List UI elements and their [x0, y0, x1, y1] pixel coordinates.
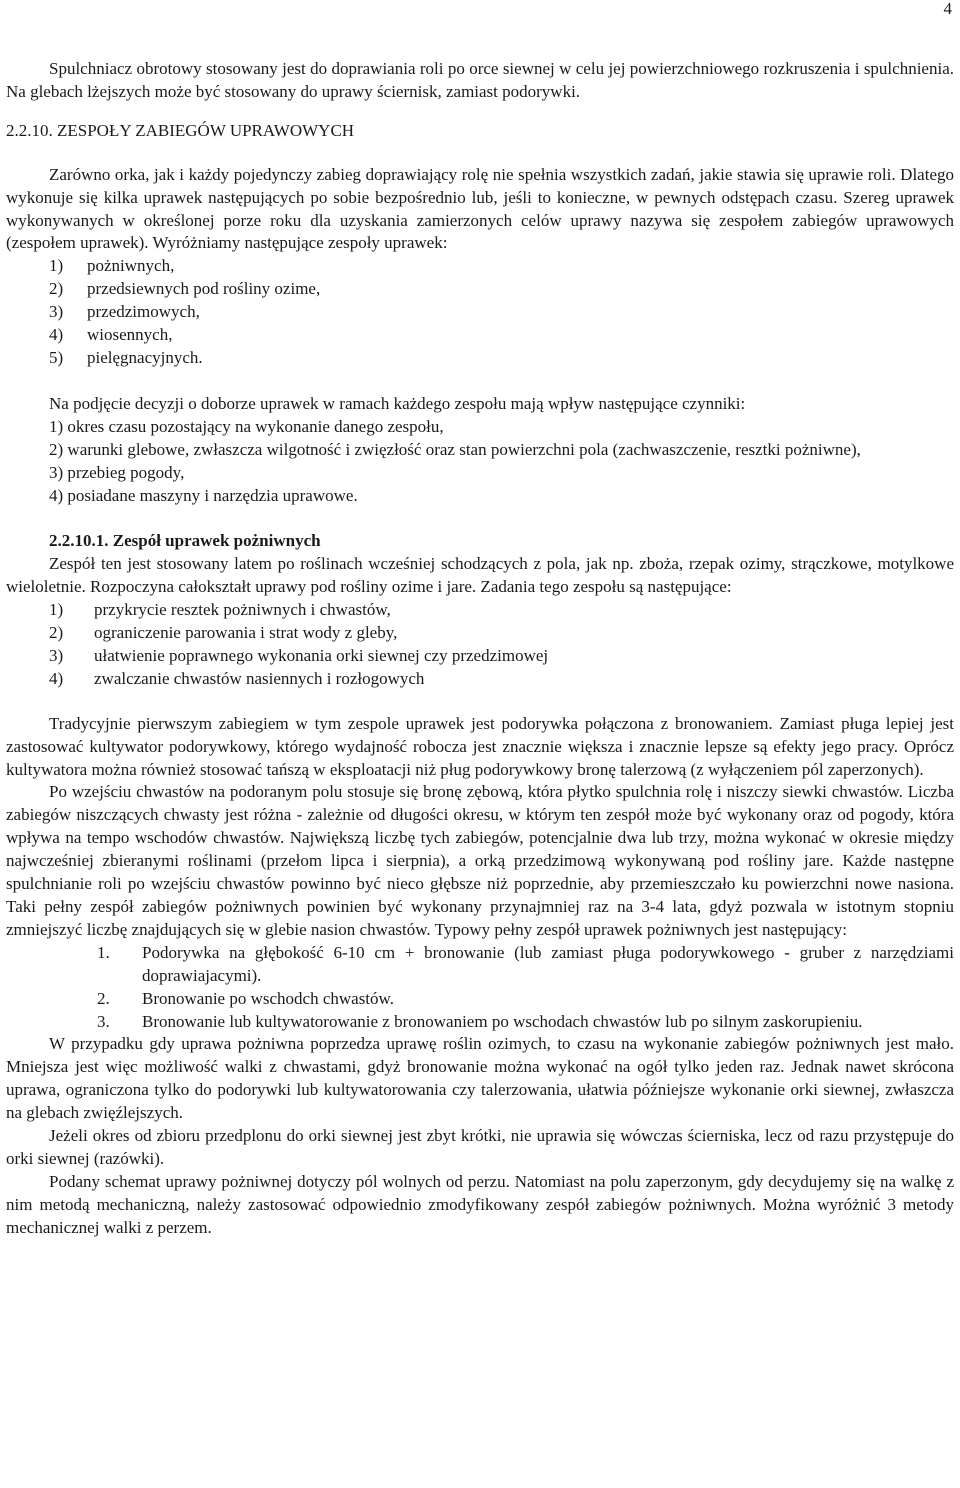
list-item-text: przykrycie resztek pożniwnych i chwastów, [94, 600, 391, 620]
list-item-number: 4) [49, 668, 64, 688]
factor-item: 1) okres czasu pozostający na wykonanie danego zespołu, [49, 416, 444, 436]
list-item-text: Podorywka na głębokość 6-10 cm + bronowanie (lub zamiast pługa podorywkowego - gruber z narzędziami doprawiajacymi). [142, 942, 954, 985]
list-item-number: 2) [49, 279, 64, 299]
list-item-text: Bronowanie po wschodch chwastów. [142, 988, 394, 1008]
intro-paragraph: Spulchniacz obrotowy stosowany jest do doprawiania roli po orce siewnej w celu jej powierzchniowego rozkruszenia i spulchnienia. Na glebach lżejszych może być stosowany do uprawy ściernisk, zamiast podorywki. [6, 59, 954, 101]
list-item [6, 1011, 954, 1034]
factor-item: 2) warunki glebowe, zwłaszcza wilgotność i zwięzłość oraz stan powierzchni pola (zachwaszczenie, resztki pożniwne), [49, 439, 861, 459]
subsection-paragraph-1: Zespół ten jest stosowany latem po roślinach wcześniej schodzących z pola, jak np. zboża, rzepak ozimy, strączkowe, motylkowe wieloletnie. Rozpoczyna całokształt uprawy pod rośliny ozime i jare. Zadania tego zespołu są następujące: [6, 554, 954, 597]
list-item-text: ułatwienie poprawnego wykonania orki siewnej czy przedzimowej [94, 645, 549, 665]
list-item [6, 347, 954, 370]
tillage-sets-list [6, 255, 954, 370]
list-item-text: ograniczenie parowania i strat wody z gleby, [94, 623, 398, 643]
tasks-list [6, 599, 954, 691]
list-item-number: 2. [97, 988, 110, 1008]
subsection-heading: 2.2.10.1. Zespół uprawek pożniwnych [49, 531, 321, 551]
subsection-paragraph-5: Jeżeli okres od zbioru przedplonu do orki siewnej jest zbyt krótki, nie uprawia się wówczas ścierniska, lecz od razu przystępuje do orki siewnej (razówki). [6, 1126, 954, 1168]
section-heading: 2.2.10. ZESPOŁY ZABIEGÓW UPRAWOWYCH [6, 120, 355, 140]
subsection-paragraph-3: Po wzejściu chwastów na podoranym polu stosuje się bronę zębową, która płytko spulchnia rolę i niszczy siewki chwastów. Liczba zabiegów niszczących chwasty jest różna - zależnie od długości okresu, w którym ten zespół może być wykonany oraz od pogody, która wpływa na tempo wschodów chwastów. Największą liczbę tych zabiegów, potencjalnie dwa lub trzy, można wykonać w okresie między najwcześniej zbieranymi roślinami (przełom lipca i sierpnia), a orką przedzimową wykonywaną pod rośliny jare. Każde następne spulchnianie roli po wzejściu chwastów powinno być nieco głębsze niż poprzednie, aby przemieszczało ku powierzchni nowe nasiona. Taki pełny zespół zabiegów pożniwnych powinien być wykonany przynajmniej raz na 3-4 lata, gdyż pozwala w istotnym stopniu zmniejszyć liczbę znajdujących się w glebie nasion chwastów. Typowy pełny zespół uprawek pożniwnych jest następujący: [6, 782, 954, 939]
list-item [6, 278, 954, 301]
subsection-paragraph-4: W przypadku gdy uprawa pożniwna poprzedza uprawę roślin ozimych, to czasu na wykonanie zabiegów pożniwnych jest mało. Mniejsza jest więc możliwość walki z chwastami, gdyż bronowanie można wykonać na ogół tylko jeden raz. Jednak nawet skrócona uprawa, ograniczona tylko do podorywki lub kultywatorowania czy talerzowania, ułatwia późniejsze wykonanie orki siewnej, zwłaszcza na glebach zwięźlejszych. [6, 1034, 954, 1123]
list-item-text: zwalczanie chwastów nasiennych i rozłogowych [94, 668, 425, 688]
list-item-text: Bronowanie lub kultywatorowanie z bronowaniem po wschodach chwastów lub po silnym zaskorupieniu. [142, 1011, 863, 1031]
section-paragraph-1: Zarówno orka, jak i każdy pojedynczy zabieg doprawiający rolę nie spełnia wszystkich zadań, jakie stawia się uprawie roli. Dlatego wykonuje się kilka uprawek następujących po sobie bezpośrednio lub, jeśli to konieczne, w pewnych odstępach czasu. Szereg uprawek wykonywanych w określonej porze roku dla uzyskania zamierzonych celów uprawy nazywa się zespołem zabiegów uprawowych (zespołem uprawek). Wyróżniamy następujące zespoły uprawek: [6, 164, 954, 253]
steps-list [6, 942, 954, 1034]
list-item [6, 668, 954, 691]
spacer [6, 370, 954, 393]
list-item-text: przedsiewnych pod rośliny ozime, [87, 279, 321, 299]
list-item [6, 324, 954, 347]
list-item [6, 255, 954, 278]
subsection-paragraph-2: Tradycyjnie pierwszym zabiegiem w tym zespole uprawek jest podorywka połączona z bronowaniem. Zamiast pługa lepiej jest zastosować kultywator podorywkowy, którego wydajność robocza jest znacznie większa i znacznie lepsze są efekty jego pracy. Oprócz kultywatora można również stosować tańszą w eksploatacji niż pług podorywkowy bronę talerzową (z wyłączeniem pól zaperzonych). [6, 713, 954, 779]
subsection-paragraph-6: Podany schemat uprawy pożniwnej dotyczy pól wolnych od perzu. Natomiast na polu zaperzonym, gdy decydujemy się na walkę z nim metodą mechaniczną, należy zastosować odpowiednio zmodyfikowany zespół zabiegów pożniwnych. Można wyróżnić 3 metody mechanicznej walki z perzem. [6, 1171, 954, 1237]
list-item-text: przedzimowych, [87, 302, 200, 322]
list-item-number: 3) [49, 302, 64, 322]
list-item [6, 622, 954, 645]
list-item [6, 301, 954, 324]
factor-item: 3) przebieg pogody, [49, 462, 185, 482]
list-item-number: 1) [49, 256, 64, 276]
factors-intro: Na podjęcie decyzji o doborze uprawek w ramach każdego zespołu mają wpływ następujące czynniki: [49, 393, 746, 413]
list-item-number: 4) [49, 325, 64, 345]
list-item-number: 3. [97, 1011, 110, 1031]
factor-item: 4) posiadane maszyny i narzędzia uprawowe. [49, 485, 358, 505]
list-item [6, 988, 954, 1011]
list-item-number: 5) [49, 347, 64, 367]
list-item-number: 1. [97, 942, 110, 962]
list-item-number: 1) [49, 600, 64, 620]
spacer [6, 507, 954, 530]
page-number: 4 [943, 0, 952, 18]
list-item-number: 2) [49, 623, 64, 643]
list-item-text: wiosennych, [87, 325, 173, 345]
list-item [6, 942, 954, 988]
list-item [6, 599, 954, 622]
list-item-text: pielęgnacyjnych. [87, 347, 203, 367]
spacer [6, 691, 954, 713]
list-item-text: pożniwnych, [87, 256, 175, 276]
list-item-number: 3) [49, 645, 64, 665]
page-content [6, 58, 954, 1240]
list-item [6, 645, 954, 668]
